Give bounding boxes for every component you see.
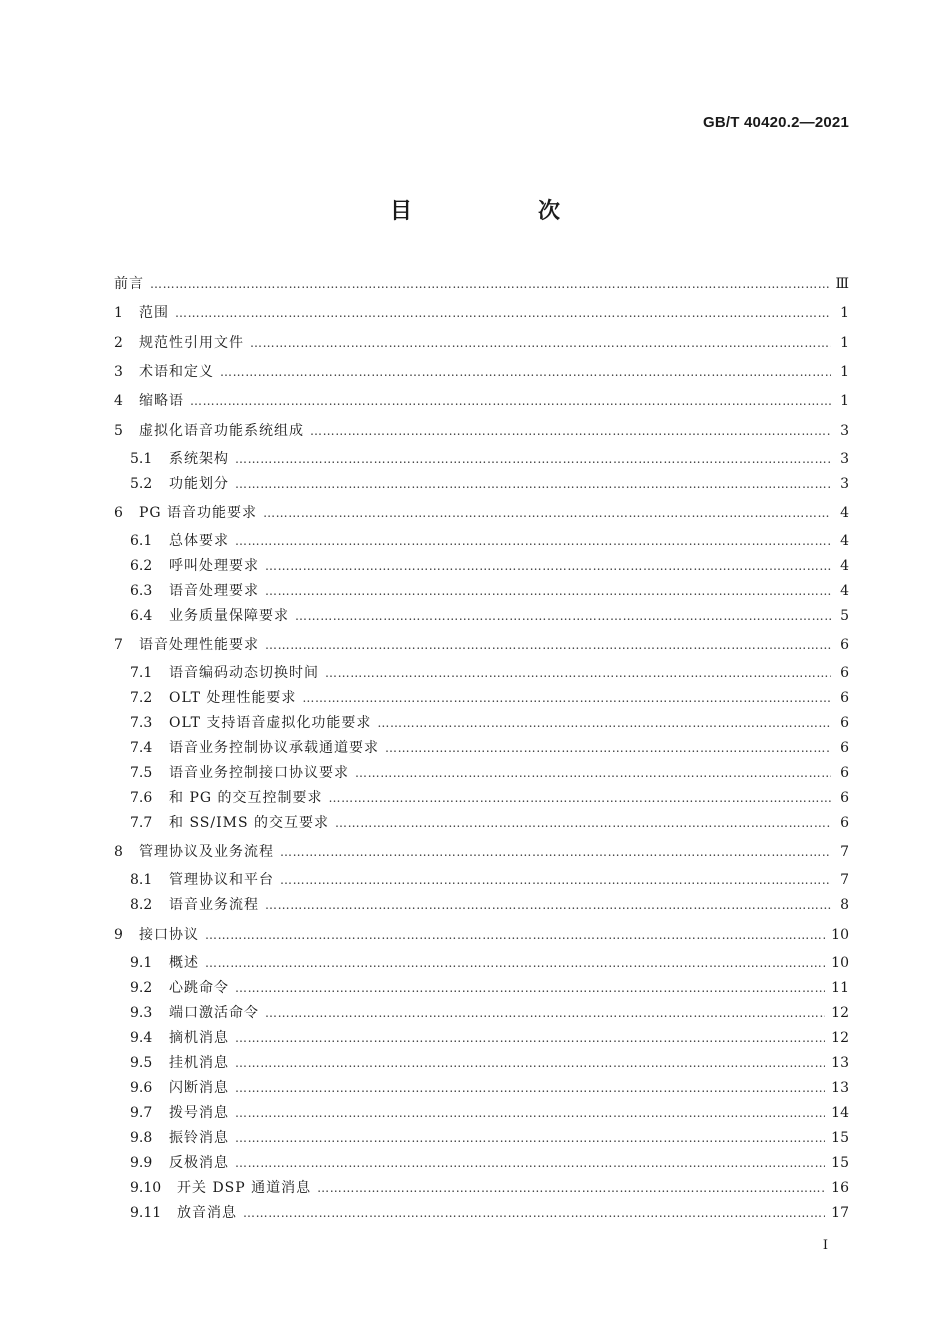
toc-entry-page: 1	[840, 335, 849, 351]
toc-entry-page: 10	[831, 955, 849, 971]
toc-entry-number: 4	[114, 393, 123, 409]
standard-code: GB/T 40420.2—2021	[703, 114, 849, 131]
toc-entry-page: 5	[840, 608, 849, 624]
toc-dot-leader	[150, 274, 829, 294]
toc-entry-label: 呼叫处理要求	[169, 558, 259, 574]
page-title: 目 次	[389, 199, 612, 224]
toc-entry-label: 范围	[139, 305, 169, 321]
toc-dot-leader	[265, 895, 831, 915]
toc-dot-leader	[235, 1078, 825, 1098]
toc-entry-number: 9.2	[130, 980, 153, 996]
toc-entry-number: 9.5	[130, 1055, 153, 1071]
toc-dot-leader	[335, 813, 831, 833]
toc-entry-label: 系统架构	[169, 451, 229, 467]
toc-entry-page: 14	[831, 1105, 849, 1121]
toc-entry-page: 7	[840, 872, 849, 888]
toc-dot-leader	[235, 1128, 825, 1148]
toc-entry-page: 6	[840, 815, 849, 831]
toc-entry-number: 7.5	[130, 765, 153, 781]
toc-entry[interactable]	[0, 274, 950, 294]
toc-entry-number: 6.1	[130, 533, 153, 549]
toc-entry-page: 6	[840, 637, 849, 653]
toc-entry-number: 8	[114, 844, 123, 860]
toc-entry-page: 4	[840, 558, 849, 574]
toc-dot-leader	[235, 1153, 825, 1173]
toc-entry-page: 8	[840, 897, 849, 913]
toc-dot-leader	[280, 870, 831, 890]
toc-entry-number: 7	[114, 637, 123, 653]
toc-dot-leader	[205, 953, 825, 973]
toc-entry-label: 语音业务控制接口协议要求	[169, 765, 349, 781]
toc-entry-label: 挂机消息	[169, 1055, 229, 1071]
toc-entry-label: 规范性引用文件	[139, 335, 244, 351]
toc-entry[interactable]	[0, 503, 950, 523]
toc-dot-leader	[265, 1003, 825, 1023]
toc-entry[interactable]	[0, 663, 950, 683]
toc-entry[interactable]	[0, 1003, 950, 1023]
toc-entry-page: 3	[840, 476, 849, 492]
toc-entry-label: 放音消息	[177, 1205, 237, 1221]
toc-entry-number: 9.4	[130, 1030, 153, 1046]
toc-entry-number: 7.6	[130, 790, 153, 806]
toc-entry[interactable]	[0, 1178, 950, 1198]
toc-entry-page: Ⅲ	[835, 276, 849, 292]
toc-entry-page: 3	[840, 423, 849, 439]
toc-dot-leader	[385, 738, 831, 758]
toc-entry-page: 4	[840, 505, 849, 521]
toc-entry[interactable]	[0, 978, 950, 998]
toc-entry-page: 3	[840, 451, 849, 467]
toc-entry-label: 术语和定义	[139, 364, 214, 380]
toc-entry-page: 15	[831, 1130, 849, 1146]
toc-entry-label: 虚拟化语音功能系统组成	[139, 423, 304, 439]
toc-entry-number: 6.3	[130, 583, 153, 599]
toc-entry-page: 6	[840, 740, 849, 756]
toc-entry-label: 摘机消息	[169, 1030, 229, 1046]
toc-entry-page: 4	[840, 533, 849, 549]
toc-entry-number: 5.1	[130, 451, 153, 467]
toc-dot-leader	[310, 421, 831, 441]
toc-dot-leader	[235, 1053, 825, 1073]
toc-entry[interactable]	[0, 391, 950, 411]
toc-dot-leader	[265, 581, 831, 601]
toc-entry-page: 6	[840, 665, 849, 681]
toc-entry[interactable]	[0, 1153, 950, 1173]
toc-dot-leader	[190, 391, 831, 411]
toc-entry-label: 业务质量保障要求	[169, 608, 289, 624]
toc-entry-page: 1	[840, 305, 849, 321]
toc-dot-leader	[235, 1103, 825, 1123]
toc-entry[interactable]	[0, 474, 950, 494]
toc-entry-label: 语音业务控制协议承载通道要求	[169, 740, 379, 756]
toc-entry-number: 5	[114, 423, 123, 439]
toc-dot-leader	[175, 303, 831, 323]
toc-entry[interactable]	[0, 788, 950, 808]
toc-entry-page: 6	[840, 765, 849, 781]
toc-entry-label: 和 PG 的交互控制要求	[169, 790, 323, 806]
toc-entry[interactable]	[0, 1028, 950, 1048]
toc-entry-label: 拨号消息	[169, 1105, 229, 1121]
toc-entry[interactable]	[0, 842, 950, 862]
toc-entry[interactable]	[0, 813, 950, 833]
toc-entry-number: 9.7	[130, 1105, 153, 1121]
toc-entry-number: 9.10	[130, 1180, 162, 1196]
toc-entry-number: 6.4	[130, 608, 153, 624]
toc-entry-number: 9.11	[130, 1205, 162, 1221]
toc-dot-leader	[235, 531, 831, 551]
toc-dot-leader	[235, 474, 831, 494]
toc-entry[interactable]	[0, 635, 950, 655]
toc-dot-leader	[243, 1203, 825, 1223]
toc-entry[interactable]	[0, 763, 950, 783]
toc-dot-leader	[265, 635, 831, 655]
toc-entry[interactable]	[0, 1053, 950, 1073]
toc-entry-number: 7.1	[130, 665, 153, 681]
toc-entry-number: 9.1	[130, 955, 153, 971]
toc-entry-number: 7.3	[130, 715, 153, 731]
toc-entry-label: 语音编码动态切换时间	[169, 665, 319, 681]
toc-entry-label: 反极消息	[169, 1155, 229, 1171]
toc-entry[interactable]	[0, 556, 950, 576]
toc-entry-page: 4	[840, 583, 849, 599]
toc-entry[interactable]	[0, 1128, 950, 1148]
toc-entry[interactable]	[0, 531, 950, 551]
page-number: I	[822, 1238, 828, 1253]
toc-entry[interactable]	[0, 688, 950, 708]
toc-dot-leader	[265, 556, 831, 576]
toc-entry-label: 振铃消息	[169, 1130, 229, 1146]
toc-entry[interactable]	[0, 953, 950, 973]
toc-entry-label: 前言	[114, 276, 144, 292]
toc-dot-leader	[220, 362, 831, 382]
toc-entry[interactable]	[0, 895, 950, 915]
toc-entry-page: 7	[840, 844, 849, 860]
toc-entry-label: 语音处理要求	[169, 583, 259, 599]
toc-entry[interactable]	[0, 1103, 950, 1123]
toc-entry-label: OLT 支持语音虚拟化功能要求	[169, 715, 372, 731]
toc-entry-number: 9.8	[130, 1130, 153, 1146]
toc-entry-number: 7.7	[130, 815, 153, 831]
toc-entry[interactable]	[0, 421, 950, 441]
toc-entry-page: 12	[831, 1030, 849, 1046]
toc-entry-label: 闪断消息	[169, 1080, 229, 1096]
toc-entry[interactable]	[0, 362, 950, 382]
toc-entry-page: 6	[840, 715, 849, 731]
toc-entry-page: 16	[831, 1180, 849, 1196]
toc-dot-leader	[205, 925, 825, 945]
toc-entry[interactable]	[0, 581, 950, 601]
toc-entry-number: 6	[114, 505, 123, 521]
toc-entry-number: 7.4	[130, 740, 153, 756]
toc-entry-label: 概述	[169, 955, 199, 971]
toc-entry-page: 17	[831, 1205, 849, 1221]
toc-entry-number: 2	[114, 335, 123, 351]
toc-entry-label: 功能划分	[169, 476, 229, 492]
toc-entry[interactable]	[0, 333, 950, 353]
toc-entry[interactable]	[0, 1078, 950, 1098]
toc-entry[interactable]	[0, 303, 950, 323]
toc-entry-number: 9.9	[130, 1155, 153, 1171]
toc-dot-leader	[317, 1178, 825, 1198]
toc-entry-label: 端口激活命令	[169, 1005, 259, 1021]
toc-entry-page: 10	[831, 927, 849, 943]
toc-entry-page: 13	[831, 1080, 849, 1096]
toc-entry-label: 接口协议	[139, 927, 199, 943]
toc-dot-leader	[295, 606, 831, 626]
toc-dot-leader	[263, 503, 831, 523]
toc-dot-leader	[235, 978, 825, 998]
toc-entry-number: 9.3	[130, 1005, 153, 1021]
toc-dot-leader	[235, 449, 831, 469]
toc-dot-leader	[377, 713, 831, 733]
toc-entry-label: 管理协议和平台	[169, 872, 274, 888]
toc-entry[interactable]	[0, 925, 950, 945]
toc-entry-label: 总体要求	[169, 533, 229, 549]
toc-dot-leader	[302, 688, 831, 708]
toc-dot-leader	[355, 763, 831, 783]
toc-entry[interactable]	[0, 713, 950, 733]
toc-entry-page: 12	[831, 1005, 849, 1021]
toc-entry-page: 11	[831, 980, 849, 996]
toc-entry-number: 7.2	[130, 690, 153, 706]
toc-entry-label: 心跳命令	[169, 980, 229, 996]
toc-entry-label: 语音处理性能要求	[139, 637, 259, 653]
toc-entry-label: 语音业务流程	[169, 897, 259, 913]
toc-entry[interactable]	[0, 738, 950, 758]
toc-entry-number: 8.1	[130, 872, 153, 888]
toc-entry[interactable]	[0, 870, 950, 890]
toc-dot-leader	[235, 1028, 825, 1048]
toc-entry-number: 3	[114, 364, 123, 380]
toc-entry-label: 管理协议及业务流程	[139, 844, 274, 860]
toc-entry-label: 缩略语	[139, 393, 184, 409]
toc-entry[interactable]	[0, 606, 950, 626]
toc-entry-page: 6	[840, 790, 849, 806]
toc-entry-label: OLT 处理性能要求	[169, 690, 297, 706]
toc-entry-label: PG 语音功能要求	[139, 505, 258, 521]
toc-dot-leader	[329, 788, 831, 808]
toc-entry-page: 15	[831, 1155, 849, 1171]
toc-dot-leader	[280, 842, 831, 862]
toc-entry-page: 13	[831, 1055, 849, 1071]
toc-entry-number: 1	[114, 305, 123, 321]
toc-entry-number: 5.2	[130, 476, 153, 492]
toc-entry-label: 开关 DSP 通道消息	[177, 1180, 312, 1196]
toc-entry-page: 1	[840, 393, 849, 409]
toc-entry[interactable]	[0, 1203, 950, 1223]
toc-entry[interactable]	[0, 449, 950, 469]
toc-entry-page: 1	[840, 364, 849, 380]
toc-entry-number: 8.2	[130, 897, 153, 913]
toc-entry-number: 9	[114, 927, 123, 943]
toc-dot-leader	[325, 663, 831, 683]
toc-entry-number: 6.2	[130, 558, 153, 574]
toc-dot-leader	[250, 333, 831, 353]
toc-entry-number: 9.6	[130, 1080, 153, 1096]
toc-entry-page: 6	[840, 690, 849, 706]
toc-entry-label: 和 SS/IMS 的交互要求	[169, 815, 330, 831]
